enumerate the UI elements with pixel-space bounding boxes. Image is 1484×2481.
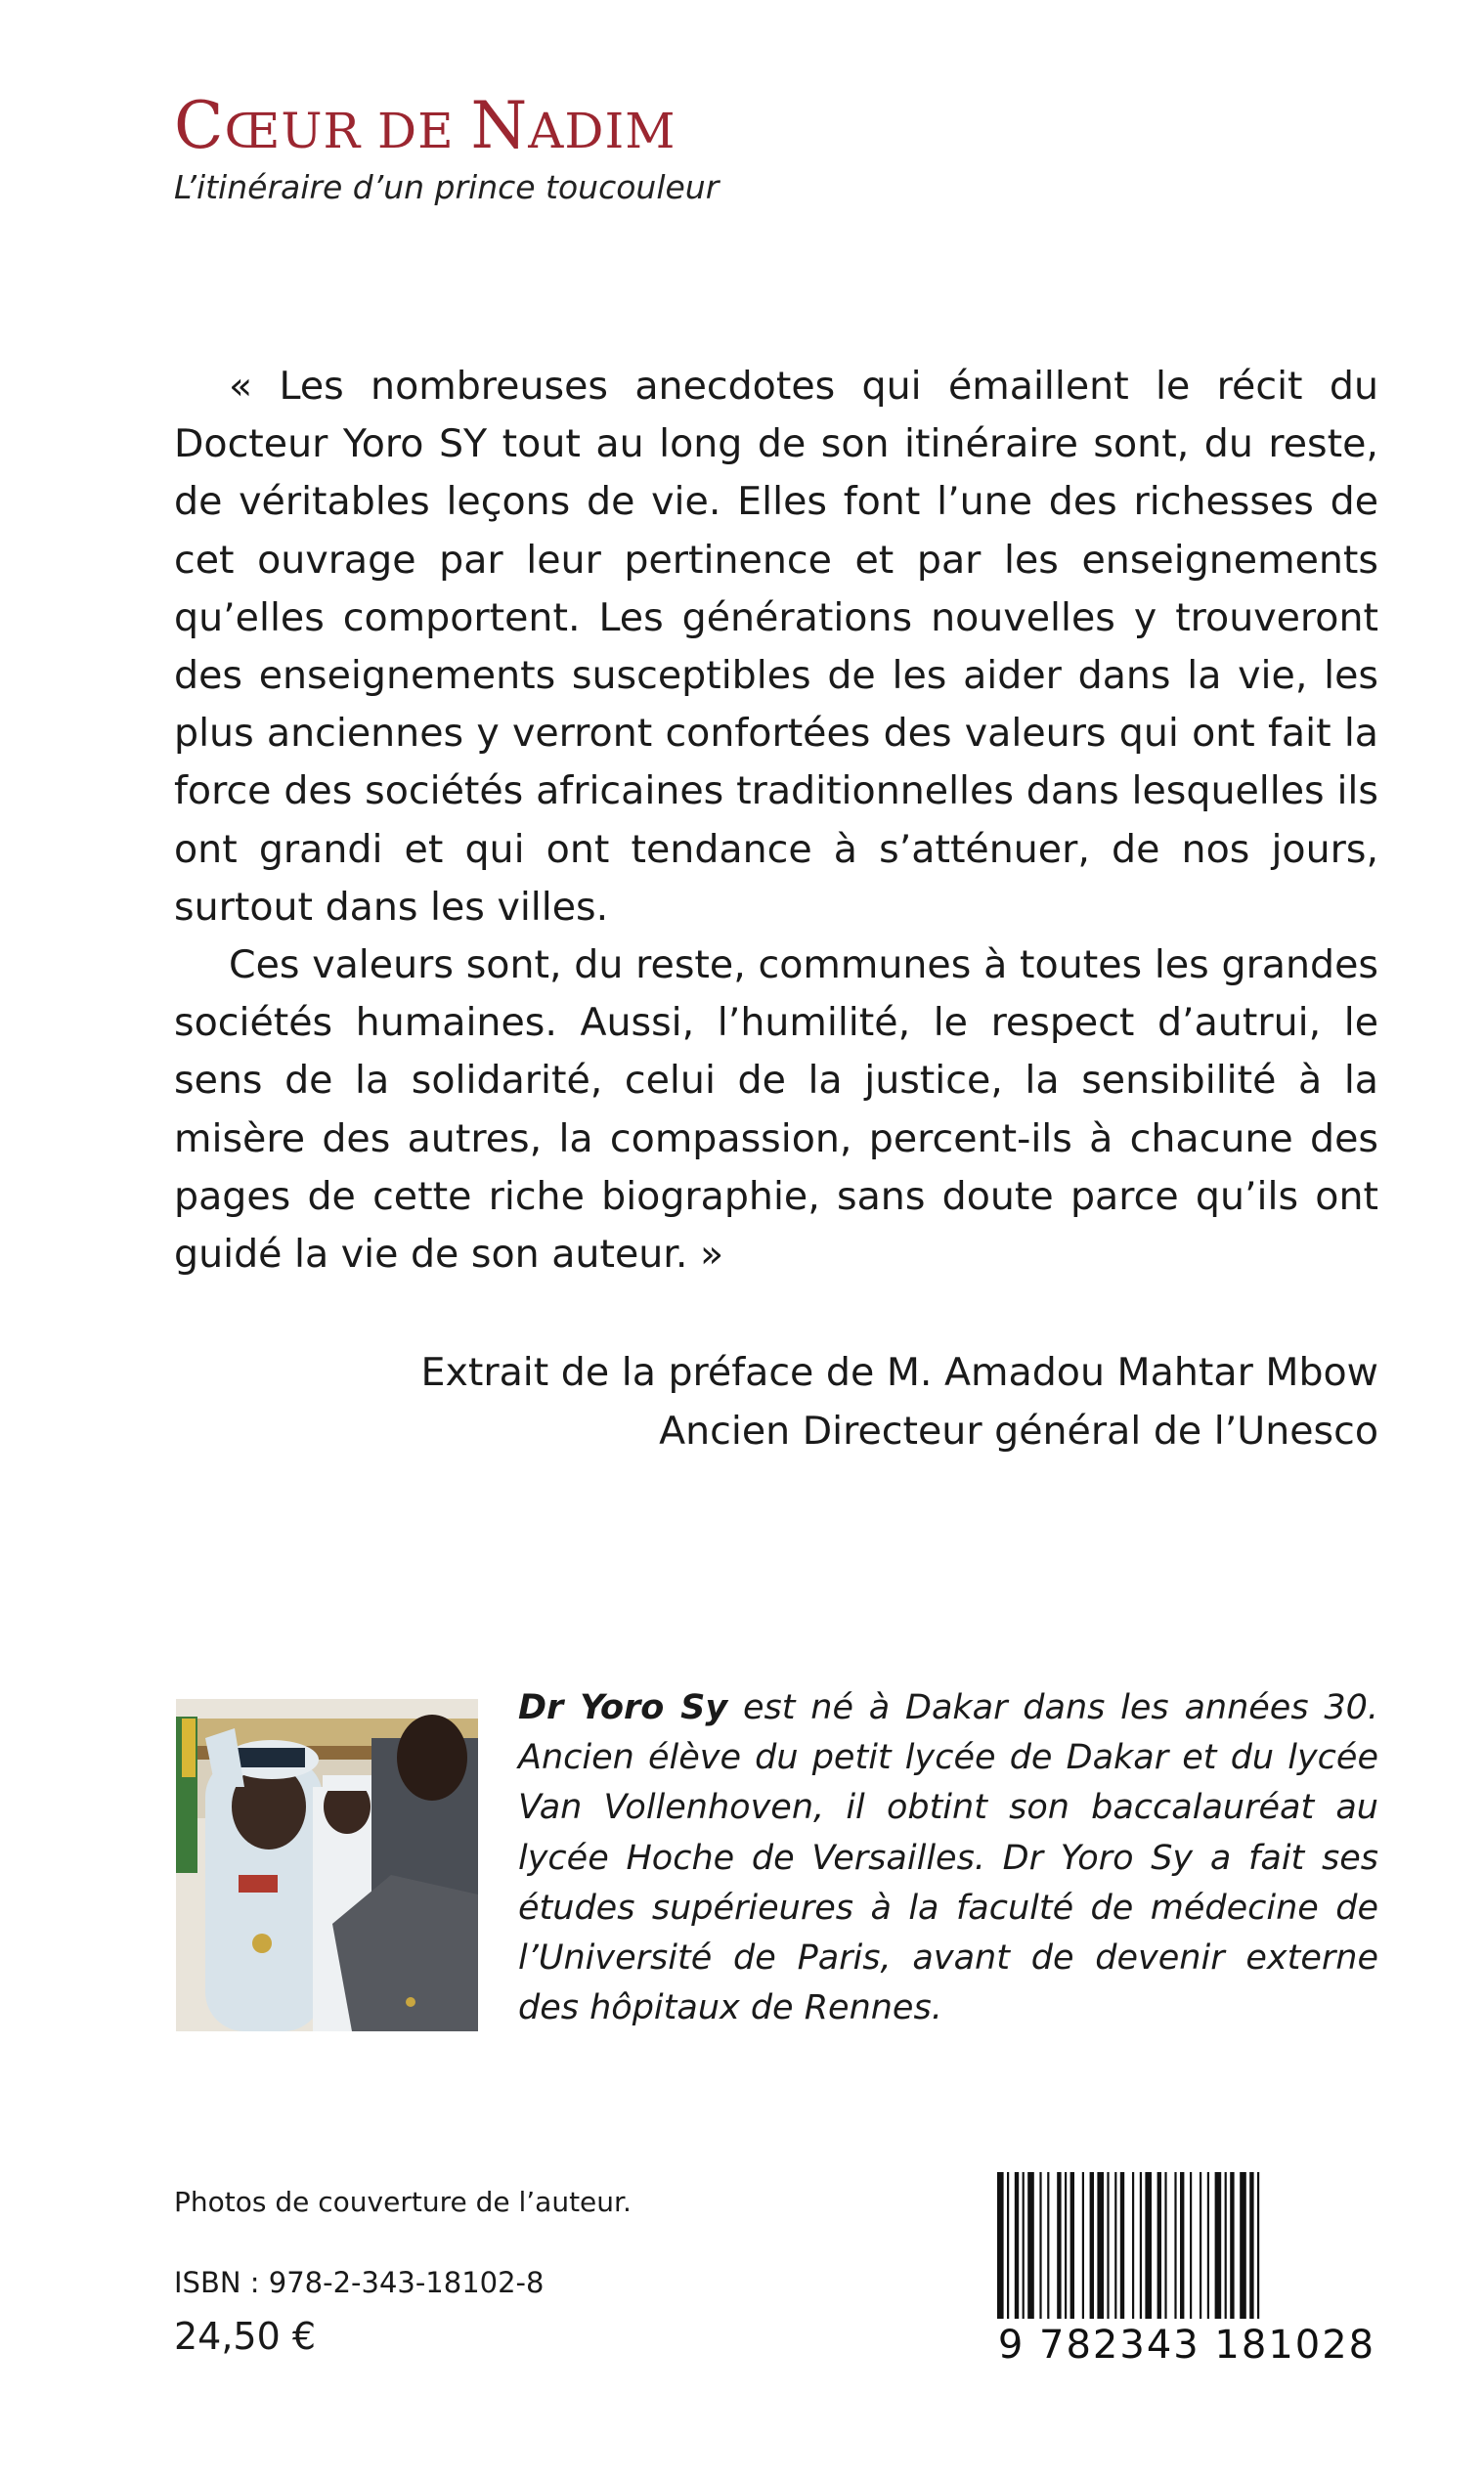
author-photo	[176, 1699, 478, 2031]
barcode-digits: 9 782343 181028	[997, 2323, 1376, 2368]
title-word-coeur: ŒUR DE	[224, 103, 471, 159]
photo-credit: Photos de couverture de l’auteur.	[174, 2186, 632, 2218]
bio-author-name: Dr Yoro Sy	[518, 1688, 728, 1727]
quote-paragraph-2: Ces valeurs sont, du reste, communes à toutes les grandes sociétés humaines. Aussi, l’humilité, le respect d’autrui, le sens de la solidarité, celui de la justice, la sensibilité à la misère des autres, la compassion, percent-ils à chacune des pages de cette riche biographie, sans doute parce qu’ils ont guidé la vie de son auteur. »	[174, 942, 1378, 1278]
isbn: ISBN : 978-2-343-18102-8	[174, 2266, 545, 2299]
bio-text: est né à Dakar dans les années 30. Ancien élève du petit lycée de Dakar et du lycée Van Vollenhoven, il obtint son baccalauréat au lycée Hoche de Versailles. Dr Yoro Sy a fait ses études supérieures à la faculté de médecine de l’Université de Paris, avant de devenir externe des hôpitaux de Rennes.	[518, 1688, 1379, 2028]
quote-paragraph-1: « Les nombreuses anecdotes qui émaillent le récit du Docteur Yoro SY tout au long de son itinéraire sont, du reste, de véritables leçons de vie. Elles font l’une des richesses de cet ouvrage par leur pertinence et par les enseignements qu’elles comportent. Les générations nouvelles y trouveront des enseignements susceptibles de les aider dans la vie, les plus anciennes y verront confortées des valeurs qui ont fait la force des sociétés africaines traditionnelles dans lesquelles ils ont grandi et qui ont tendance à s’atténuer, de nos jours, surtout dans les villes.	[174, 364, 1378, 930]
author-bio	[518, 1683, 1378, 2033]
title-word-nadim: ADIM	[528, 103, 677, 159]
quote-attribution	[421, 1343, 1378, 1460]
title-letter-c: C	[174, 88, 225, 163]
attribution-role: Ancien Directeur général de l’Unesco	[659, 1409, 1378, 1454]
book-title	[174, 88, 677, 163]
preface-quote	[174, 358, 1378, 1284]
book-subtitle: L’itinéraire d’un prince toucouleur	[174, 168, 720, 206]
price: 24,50 €	[174, 2315, 317, 2358]
attribution-source: Extrait de la préface de M. Amadou Mahtar Mbow	[420, 1350, 1378, 1395]
title-letter-n: N	[470, 88, 529, 163]
